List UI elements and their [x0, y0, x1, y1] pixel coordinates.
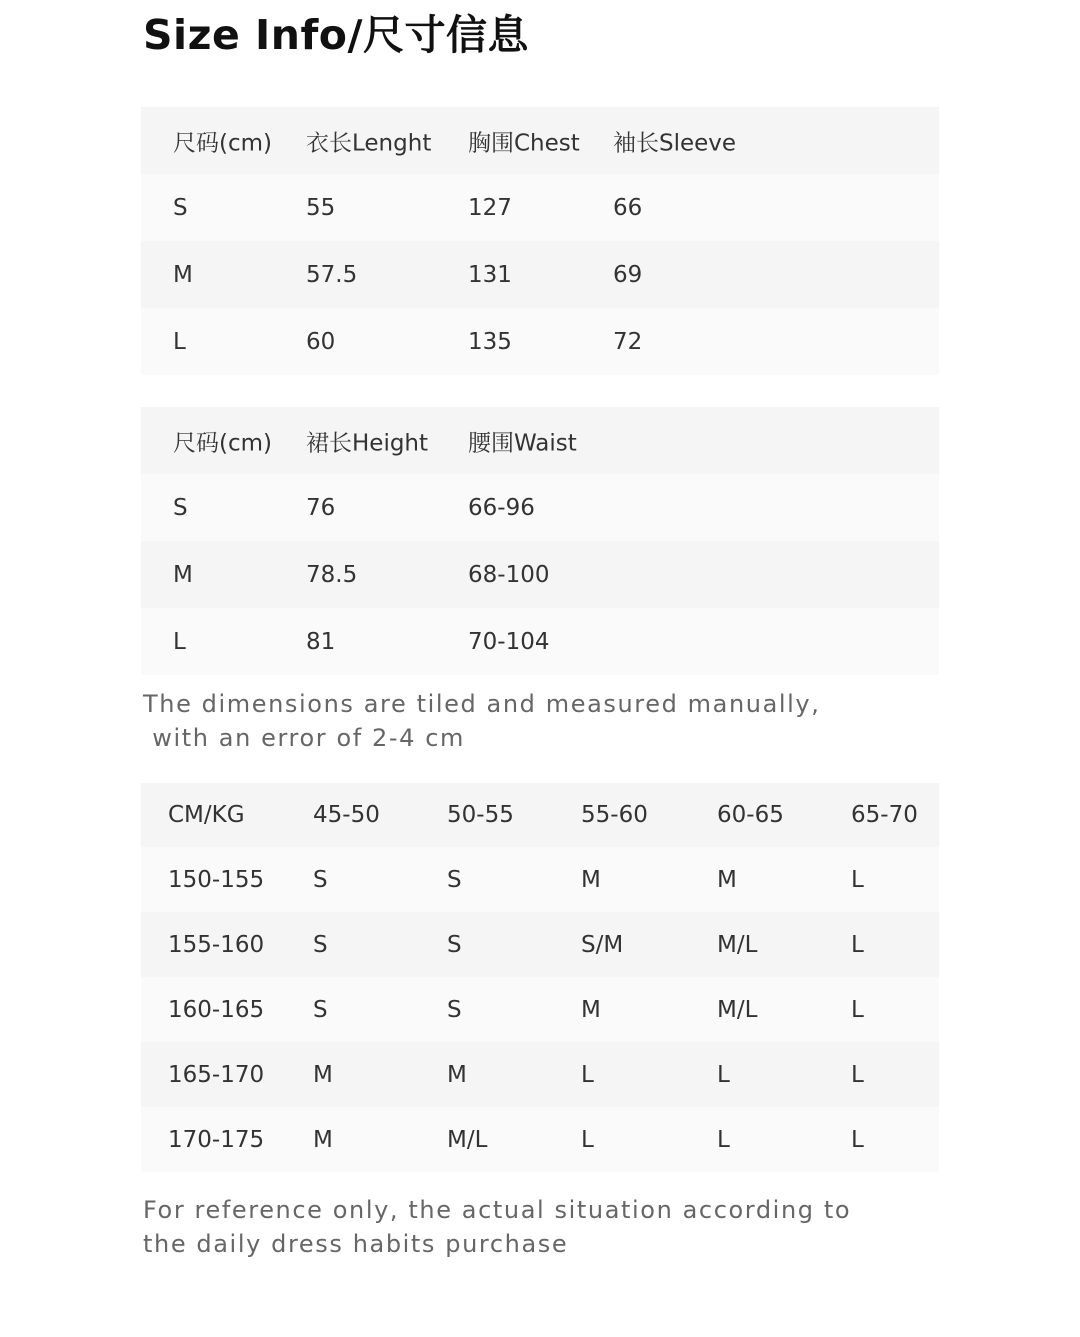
table-row: [141, 847, 939, 912]
size-cell: S: [313, 996, 328, 1023]
size-cell: M: [717, 866, 737, 893]
length-cell: 55: [306, 194, 336, 221]
header-chest: 胸围Chest: [468, 130, 580, 156]
sleeve-cell: 66: [613, 194, 643, 221]
table-row: [141, 541, 939, 608]
waist-cell: 68-100: [468, 561, 550, 588]
reference-note-line-1: For reference only, the actual situation according to: [143, 1196, 852, 1224]
header-sleeve: 袖长Sleeve: [613, 130, 737, 156]
size-cell: L: [581, 1061, 594, 1088]
fit-recommendation-table: [141, 783, 939, 1172]
height-range-cell: 160-165: [168, 996, 265, 1023]
size-cell: S/M: [581, 931, 624, 958]
size-cell: L: [851, 866, 864, 893]
header-waist: 腰围Waist: [468, 430, 577, 456]
height-cell: 76: [306, 494, 336, 521]
table-row: [141, 1042, 939, 1107]
skirt-size-table: [141, 407, 939, 675]
size-cell: S: [173, 194, 188, 221]
table-header-row: [141, 783, 939, 847]
height-cell: 81: [306, 628, 336, 655]
header-cm-kg: CM/KG: [168, 802, 245, 828]
length-cell: 57.5: [306, 261, 358, 288]
size-cell: M/L: [717, 931, 758, 958]
chest-cell: 135: [468, 328, 512, 355]
page-title: Size Info/尺寸信息: [143, 11, 529, 59]
size-cell: L: [851, 1061, 864, 1088]
size-cell: S: [173, 494, 188, 521]
table-row: [141, 608, 939, 675]
table-row: [141, 1107, 939, 1172]
size-cell: M: [173, 561, 193, 588]
size-cell: L: [173, 628, 186, 655]
height-range-cell: 165-170: [168, 1061, 265, 1088]
header-height: 裙长Height: [306, 430, 429, 456]
measurement-note-line-2: with an error of 2-4 cm: [143, 724, 466, 752]
reference-note: [143, 1193, 851, 1261]
header-size: 尺码(cm): [173, 430, 272, 456]
header-weight-range: 65-70: [851, 802, 918, 828]
table-header-row: [141, 107, 939, 174]
table-header-row: [141, 407, 939, 474]
size-cell: M: [447, 1061, 467, 1088]
size-cell: L: [173, 328, 186, 355]
size-cell: L: [851, 996, 864, 1023]
height-range-cell: 150-155: [168, 866, 265, 893]
size-cell: S: [313, 866, 328, 893]
size-cell: S: [447, 931, 462, 958]
size-cell: M/L: [447, 1126, 488, 1153]
size-cell: L: [851, 931, 864, 958]
size-cell: L: [717, 1126, 730, 1153]
size-cell: M: [313, 1126, 333, 1153]
size-cell: S: [447, 866, 462, 893]
height-range-cell: 170-175: [168, 1126, 265, 1153]
size-cell: M: [173, 261, 193, 288]
chest-cell: 127: [468, 194, 512, 221]
waist-cell: 70-104: [468, 628, 550, 655]
table-row: [141, 174, 939, 241]
height-range-cell: 155-160: [168, 931, 265, 958]
size-cell: S: [447, 996, 462, 1023]
size-cell: L: [581, 1126, 594, 1153]
header-weight-range: 60-65: [717, 802, 784, 828]
height-cell: 78.5: [306, 561, 358, 588]
chest-cell: 131: [468, 261, 512, 288]
top-size-table: [141, 107, 939, 375]
measurement-note: [143, 687, 820, 755]
size-cell: L: [717, 1061, 730, 1088]
sleeve-cell: 72: [613, 328, 643, 355]
size-cell: M: [313, 1061, 333, 1088]
measurement-note-line-1: The dimensions are tiled and measured manually,: [143, 690, 821, 718]
header-length: 衣长Lenght: [306, 130, 432, 156]
table-row: [141, 474, 939, 541]
size-cell: M/L: [717, 996, 758, 1023]
size-cell: L: [851, 1126, 864, 1153]
size-cell: M: [581, 866, 601, 893]
table-row: [141, 977, 939, 1042]
size-cell: S: [313, 931, 328, 958]
reference-note-line-2: the daily dress habits purchase: [143, 1230, 569, 1258]
sleeve-cell: 69: [613, 261, 643, 288]
waist-cell: 66-96: [468, 494, 535, 521]
size-cell: M: [581, 996, 601, 1023]
table-row: [141, 241, 939, 308]
table-row: [141, 912, 939, 977]
table-row: [141, 308, 939, 375]
length-cell: 60: [306, 328, 336, 355]
header-weight-range: 45-50: [313, 802, 380, 828]
header-size: 尺码(cm): [173, 130, 272, 156]
header-weight-range: 55-60: [581, 802, 648, 828]
header-weight-range: 50-55: [447, 802, 514, 828]
